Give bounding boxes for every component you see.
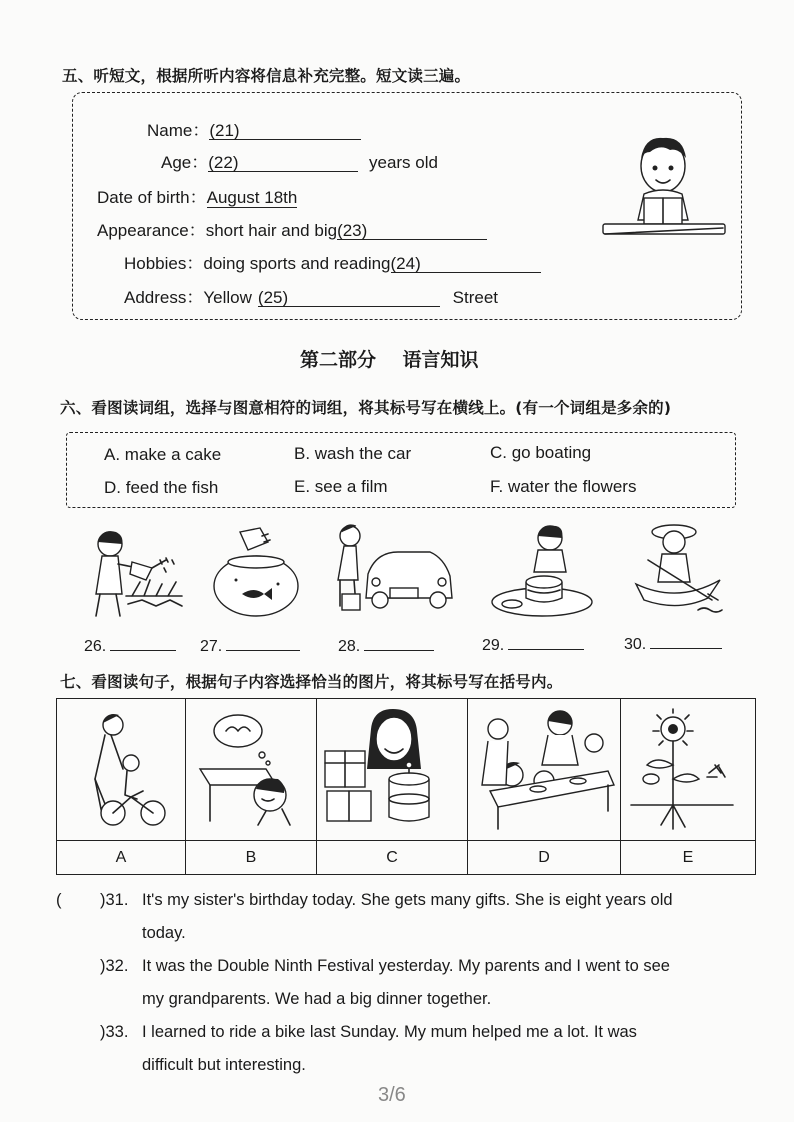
option-f: F. water the flowers [490, 477, 637, 496]
dob-label: Date of birth： [97, 188, 207, 207]
section5-title: 五、听短文，根据所听内容将信息补充完整。短文读三遍。 [62, 67, 471, 85]
picture-a-cell [57, 699, 186, 841]
section7-picture-table [56, 698, 756, 875]
q31-open-bracket[interactable]: ( [56, 891, 62, 909]
boy-reading-illustration [600, 128, 730, 248]
q33-line1: I learned to ride a bike last Sunday. My mum helped me a lot. It was [142, 1023, 637, 1041]
picture-e-cell [621, 699, 756, 841]
part2-title: 第二部分 语言知识 [300, 349, 479, 371]
washing-car-picture [332, 518, 458, 618]
section7-title: 七、看图读句子，根据句子内容选择恰当的图片，将其标号写在括号内。 [60, 673, 563, 691]
chrysanthemum-picture [621, 699, 749, 835]
appearance-label: Appearance： [97, 221, 206, 240]
answer-28[interactable]: 28. [338, 636, 434, 656]
address-row [124, 283, 498, 308]
birthday-girl-picture [317, 699, 465, 835]
dob-value: August 18th [206, 188, 298, 207]
dob-row [97, 183, 297, 208]
answer-27[interactable]: 27. [200, 636, 300, 656]
family-dinner-picture [468, 699, 618, 835]
q31-number: )31. [100, 891, 129, 909]
option-d: D. feed the fish [104, 478, 219, 497]
address-label: Address： [124, 288, 204, 307]
option-c: C. go boating [490, 443, 592, 462]
address-prefix: Yellow [203, 288, 252, 307]
label-d: D [468, 841, 621, 875]
page-number: 3/6 [378, 1084, 406, 1106]
q31-line2: today. [142, 924, 186, 942]
q33-number: )33. [100, 1023, 129, 1041]
answer-29[interactable]: 29. [482, 635, 584, 655]
option-a: A. make a cake [104, 445, 222, 464]
q32-number: )32. [100, 957, 129, 975]
hobbies-row [124, 249, 541, 274]
name-blank[interactable]: (21) [209, 121, 361, 140]
boating-picture [628, 520, 732, 618]
picture-c-cell [317, 699, 468, 841]
appearance-row [97, 216, 487, 241]
learning-bike-picture [57, 699, 183, 835]
address-blank[interactable]: (25) [258, 288, 440, 307]
name-row [147, 116, 361, 141]
option-e: E. see a film [294, 477, 388, 496]
label-c: C [317, 841, 468, 875]
label-e: E [621, 841, 756, 875]
answer-26[interactable]: 26. [84, 636, 176, 656]
age-blank[interactable]: (22) [208, 153, 358, 172]
age-suffix: years old [368, 153, 438, 172]
q33-line2: difficult but interesting. [142, 1056, 306, 1074]
picture-d-cell [468, 699, 621, 841]
q31-line1: It's my sister's birthday today. She gets many gifts. She is eight years old [142, 891, 673, 909]
making-cake-picture [488, 520, 596, 620]
address-suffix: Street [452, 288, 498, 307]
hobbies-prefix: doing sports and reading [203, 254, 391, 273]
option-b: B. wash the car [294, 444, 412, 463]
appearance-prefix: short hair and big [205, 221, 338, 240]
appearance-blank[interactable]: (23) [337, 221, 487, 240]
section6-title: 六、看图读词组，选择与图意相符的词组，将其标号写在横线上。(有一个词组是多余的) [60, 399, 672, 417]
age-row [161, 148, 438, 173]
name-label: Name： [147, 121, 210, 140]
hobbies-blank[interactable]: (24) [391, 254, 541, 273]
picture-b-cell [186, 699, 317, 841]
hobbies-label: Hobbies： [124, 254, 204, 273]
daydreaming-boy-picture [186, 699, 314, 835]
q32-line1: It was the Double Ninth Festival yesterday. My parents and I went to see [142, 957, 670, 975]
watering-flowers-picture [82, 524, 186, 620]
label-a: A [57, 841, 186, 875]
answer-30[interactable]: 30. [624, 634, 722, 654]
feeding-fish-picture [206, 524, 306, 620]
q32-line2: my grandparents. We had a big dinner together. [142, 990, 492, 1008]
label-b: B [186, 841, 317, 875]
age-label: Age： [161, 153, 209, 172]
